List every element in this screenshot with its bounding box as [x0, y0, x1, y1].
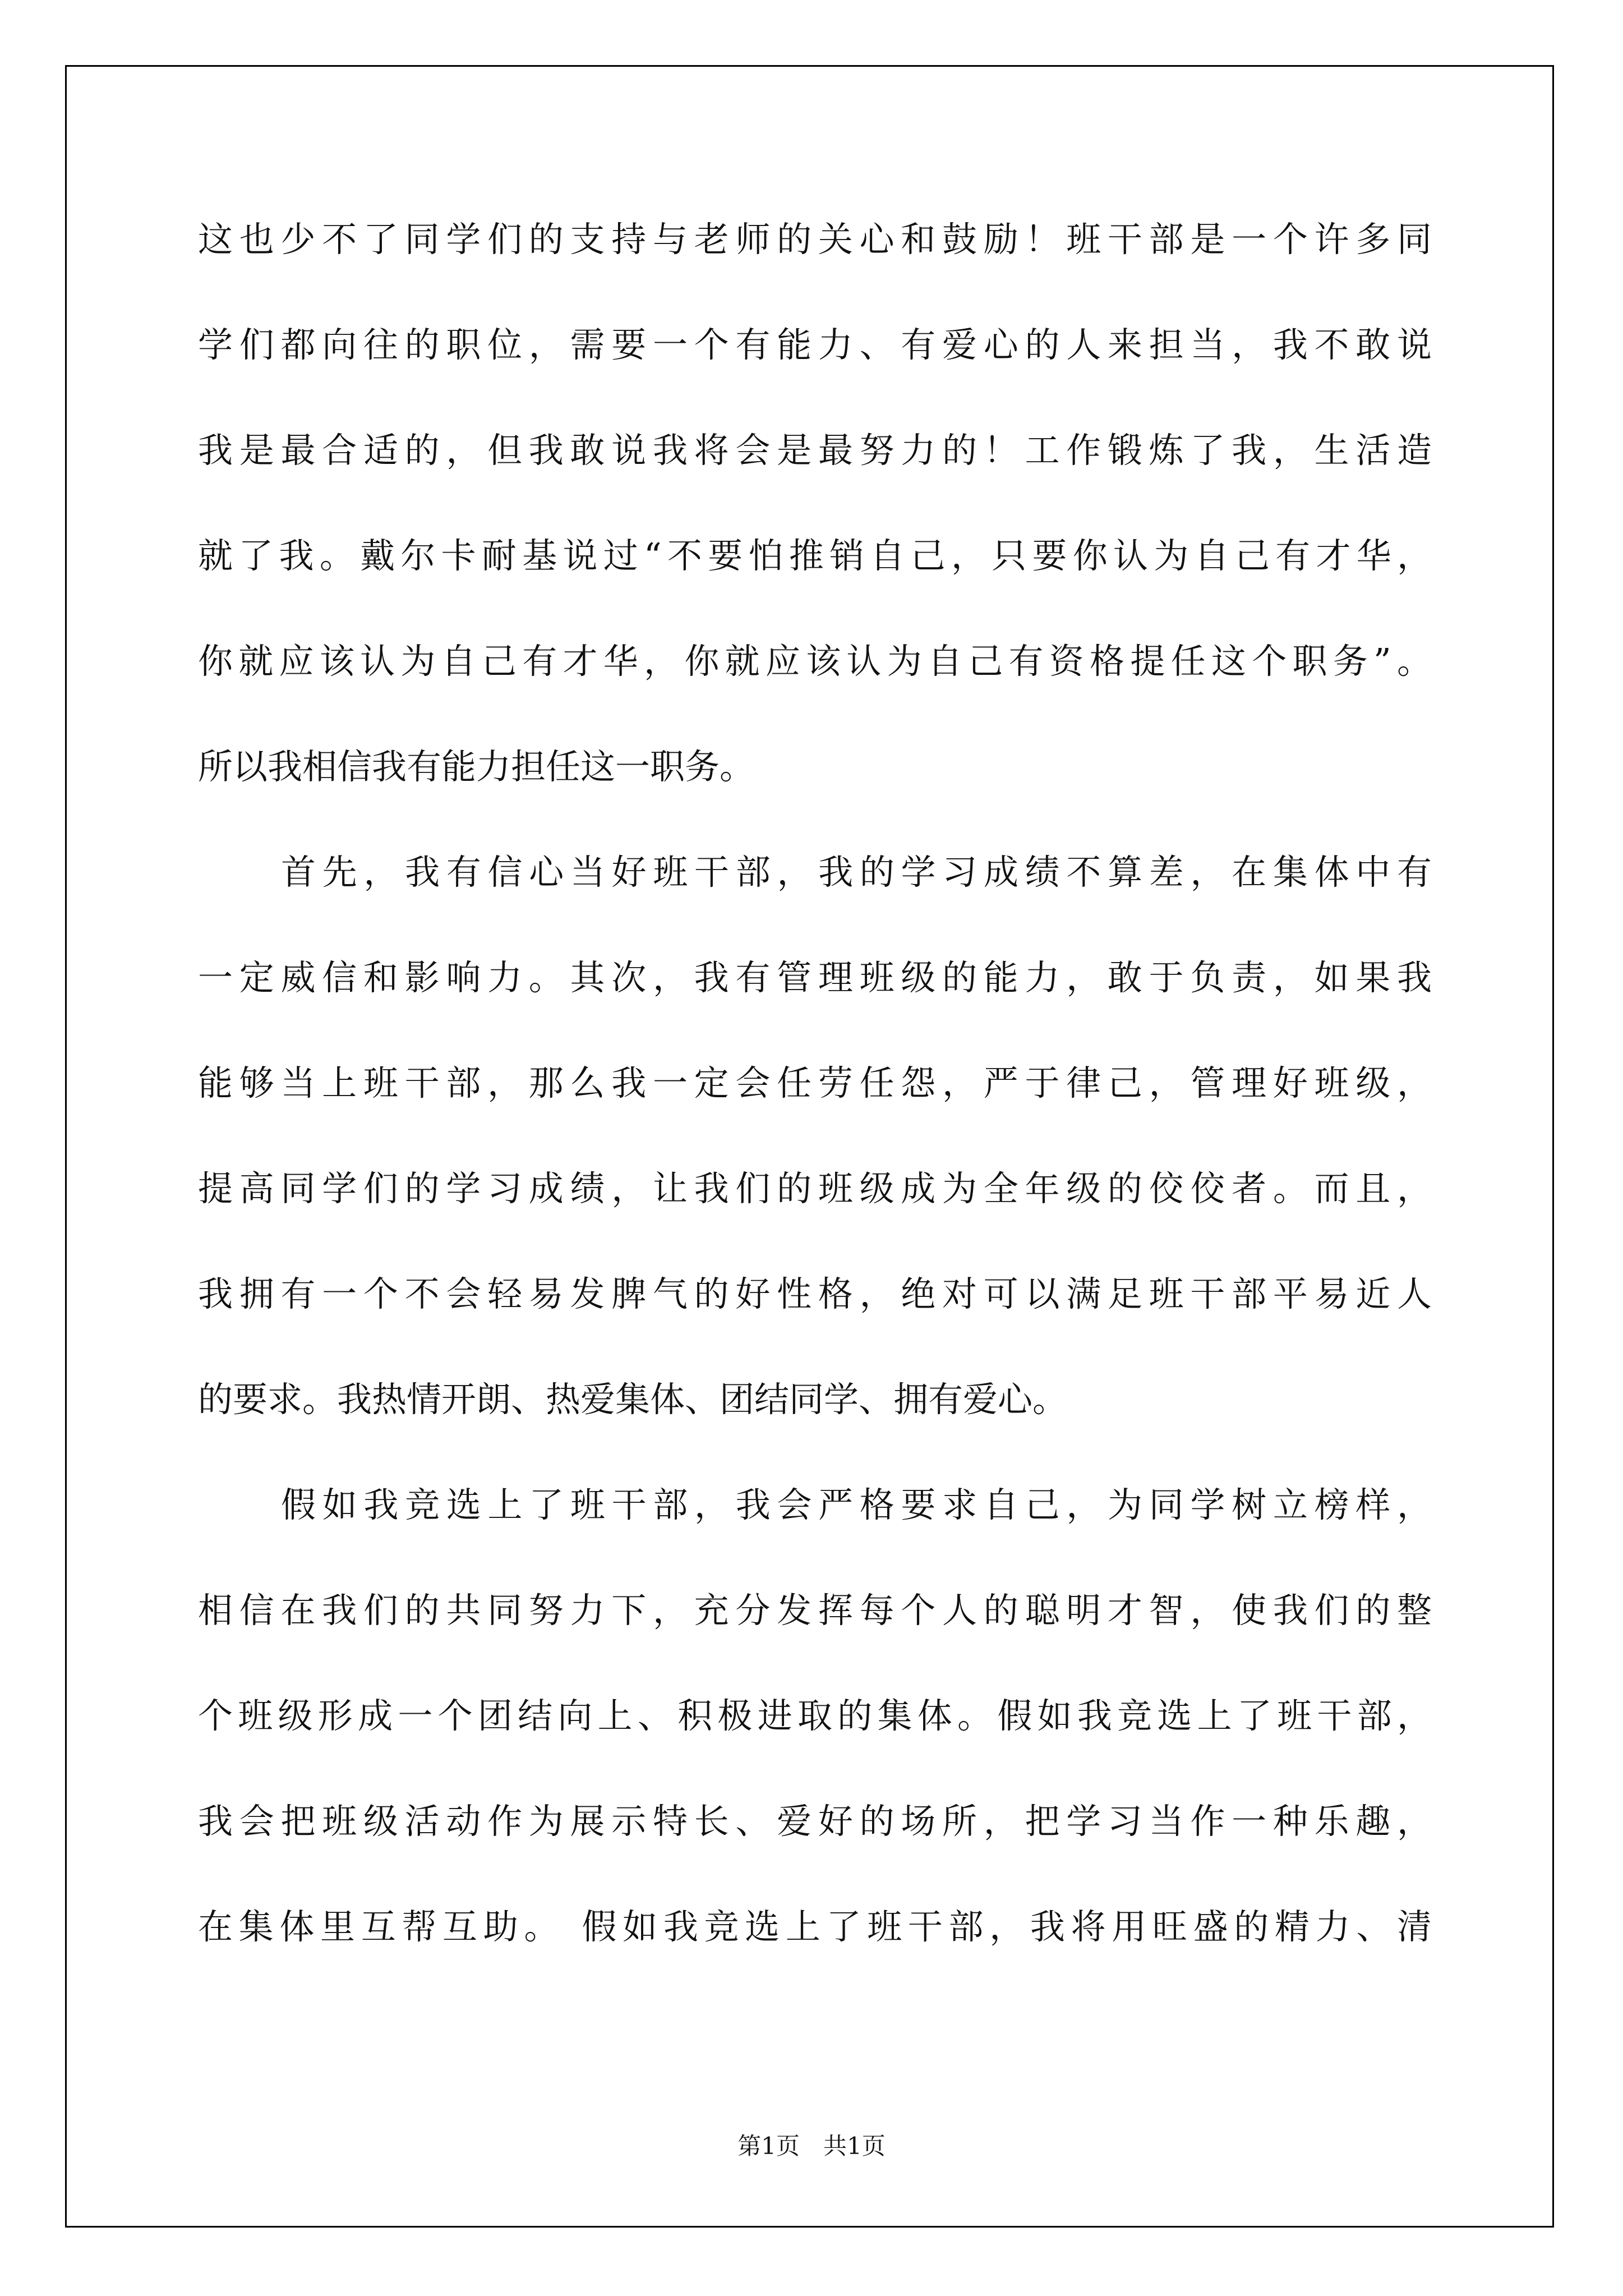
text-line-content: 就了我。戴尔卡耐基说过“不要怕推销自己，只要你认为自己有才华，: [198, 535, 1432, 576]
text-line-content: 在集体里互帮互助。 假如我竞选上了班干部，我将用旺盛的精力、清: [198, 1906, 1432, 1947]
text-line: [198, 747, 1432, 853]
text-line: [198, 1802, 1432, 1907]
text-line-content: 我是最合适的，但我敢说我将会是最努力的！工作锻炼了我，生活造: [198, 430, 1432, 471]
text-line: [198, 1696, 1432, 1802]
text-line: [198, 642, 1432, 747]
text-line-content: 的要求。我热情开朗、热爱集体、团结同学、拥有爱心。: [198, 1379, 1068, 1420]
text-line-content: 你就应该认为自己有才华，你就应该认为自己有资格提任这个职务”。: [198, 641, 1432, 682]
text-line: [198, 958, 1432, 1064]
text-line-content: 首先，我有信心当好班干部，我的学习成绩不算差，在集体中有: [281, 852, 1432, 892]
text-line-content: 所以我相信我有能力担任这一职务。: [198, 746, 755, 787]
text-line: [198, 1591, 1432, 1696]
text-line-content: 个班级形成一个团结向上、积极进取的集体。假如我竞选上了班干部，: [198, 1695, 1432, 1736]
text-line: [198, 325, 1432, 431]
text-line: [198, 536, 1432, 642]
text-line-content: 一定威信和影响力。其次，我有管理班级的能力，敢于负责，如果我: [198, 957, 1432, 998]
text-line: [198, 431, 1432, 536]
text-line-content: 相信在我们的共同努力下，充分发挥每个人的聪明才智，使我们的整: [198, 1590, 1432, 1631]
text-line: [198, 1485, 1432, 1591]
text-line: [198, 220, 1432, 325]
text-line: [198, 853, 1432, 958]
document-body: [198, 220, 1432, 2013]
text-line-content: 这也少不了同学们的支持与老师的关心和鼓励！班干部是一个许多同: [198, 219, 1432, 260]
text-line: [198, 1169, 1432, 1274]
page-footer: 第1页 共1页: [737, 2132, 886, 2160]
text-line-content: 假如我竞选上了班干部，我会严格要求自己，为同学树立榜样，: [281, 1484, 1432, 1525]
text-line-content: 学们都向往的职位，需要一个有能力、有爱心的人来担当，我不敢说: [198, 324, 1432, 365]
text-line-content: 我拥有一个不会轻易发脾气的好性格，绝对可以满足班干部平易近人: [198, 1273, 1432, 1314]
text-line: [198, 1907, 1432, 2013]
text-line-content: 提高同学们的学习成绩，让我们的班级成为全年级的佼佼者。而且，: [198, 1168, 1432, 1209]
text-line-content: 我会把班级活动作为展示特长、爱好的场所，把学习当作一种乐趣，: [198, 1801, 1432, 1842]
text-line: [198, 1380, 1432, 1485]
text-line: [198, 1274, 1432, 1380]
text-line: [198, 1064, 1432, 1169]
text-line-content: 能够当上班干部，那么我一定会任劳任怨，严于律己，管理好班级，: [198, 1062, 1432, 1103]
